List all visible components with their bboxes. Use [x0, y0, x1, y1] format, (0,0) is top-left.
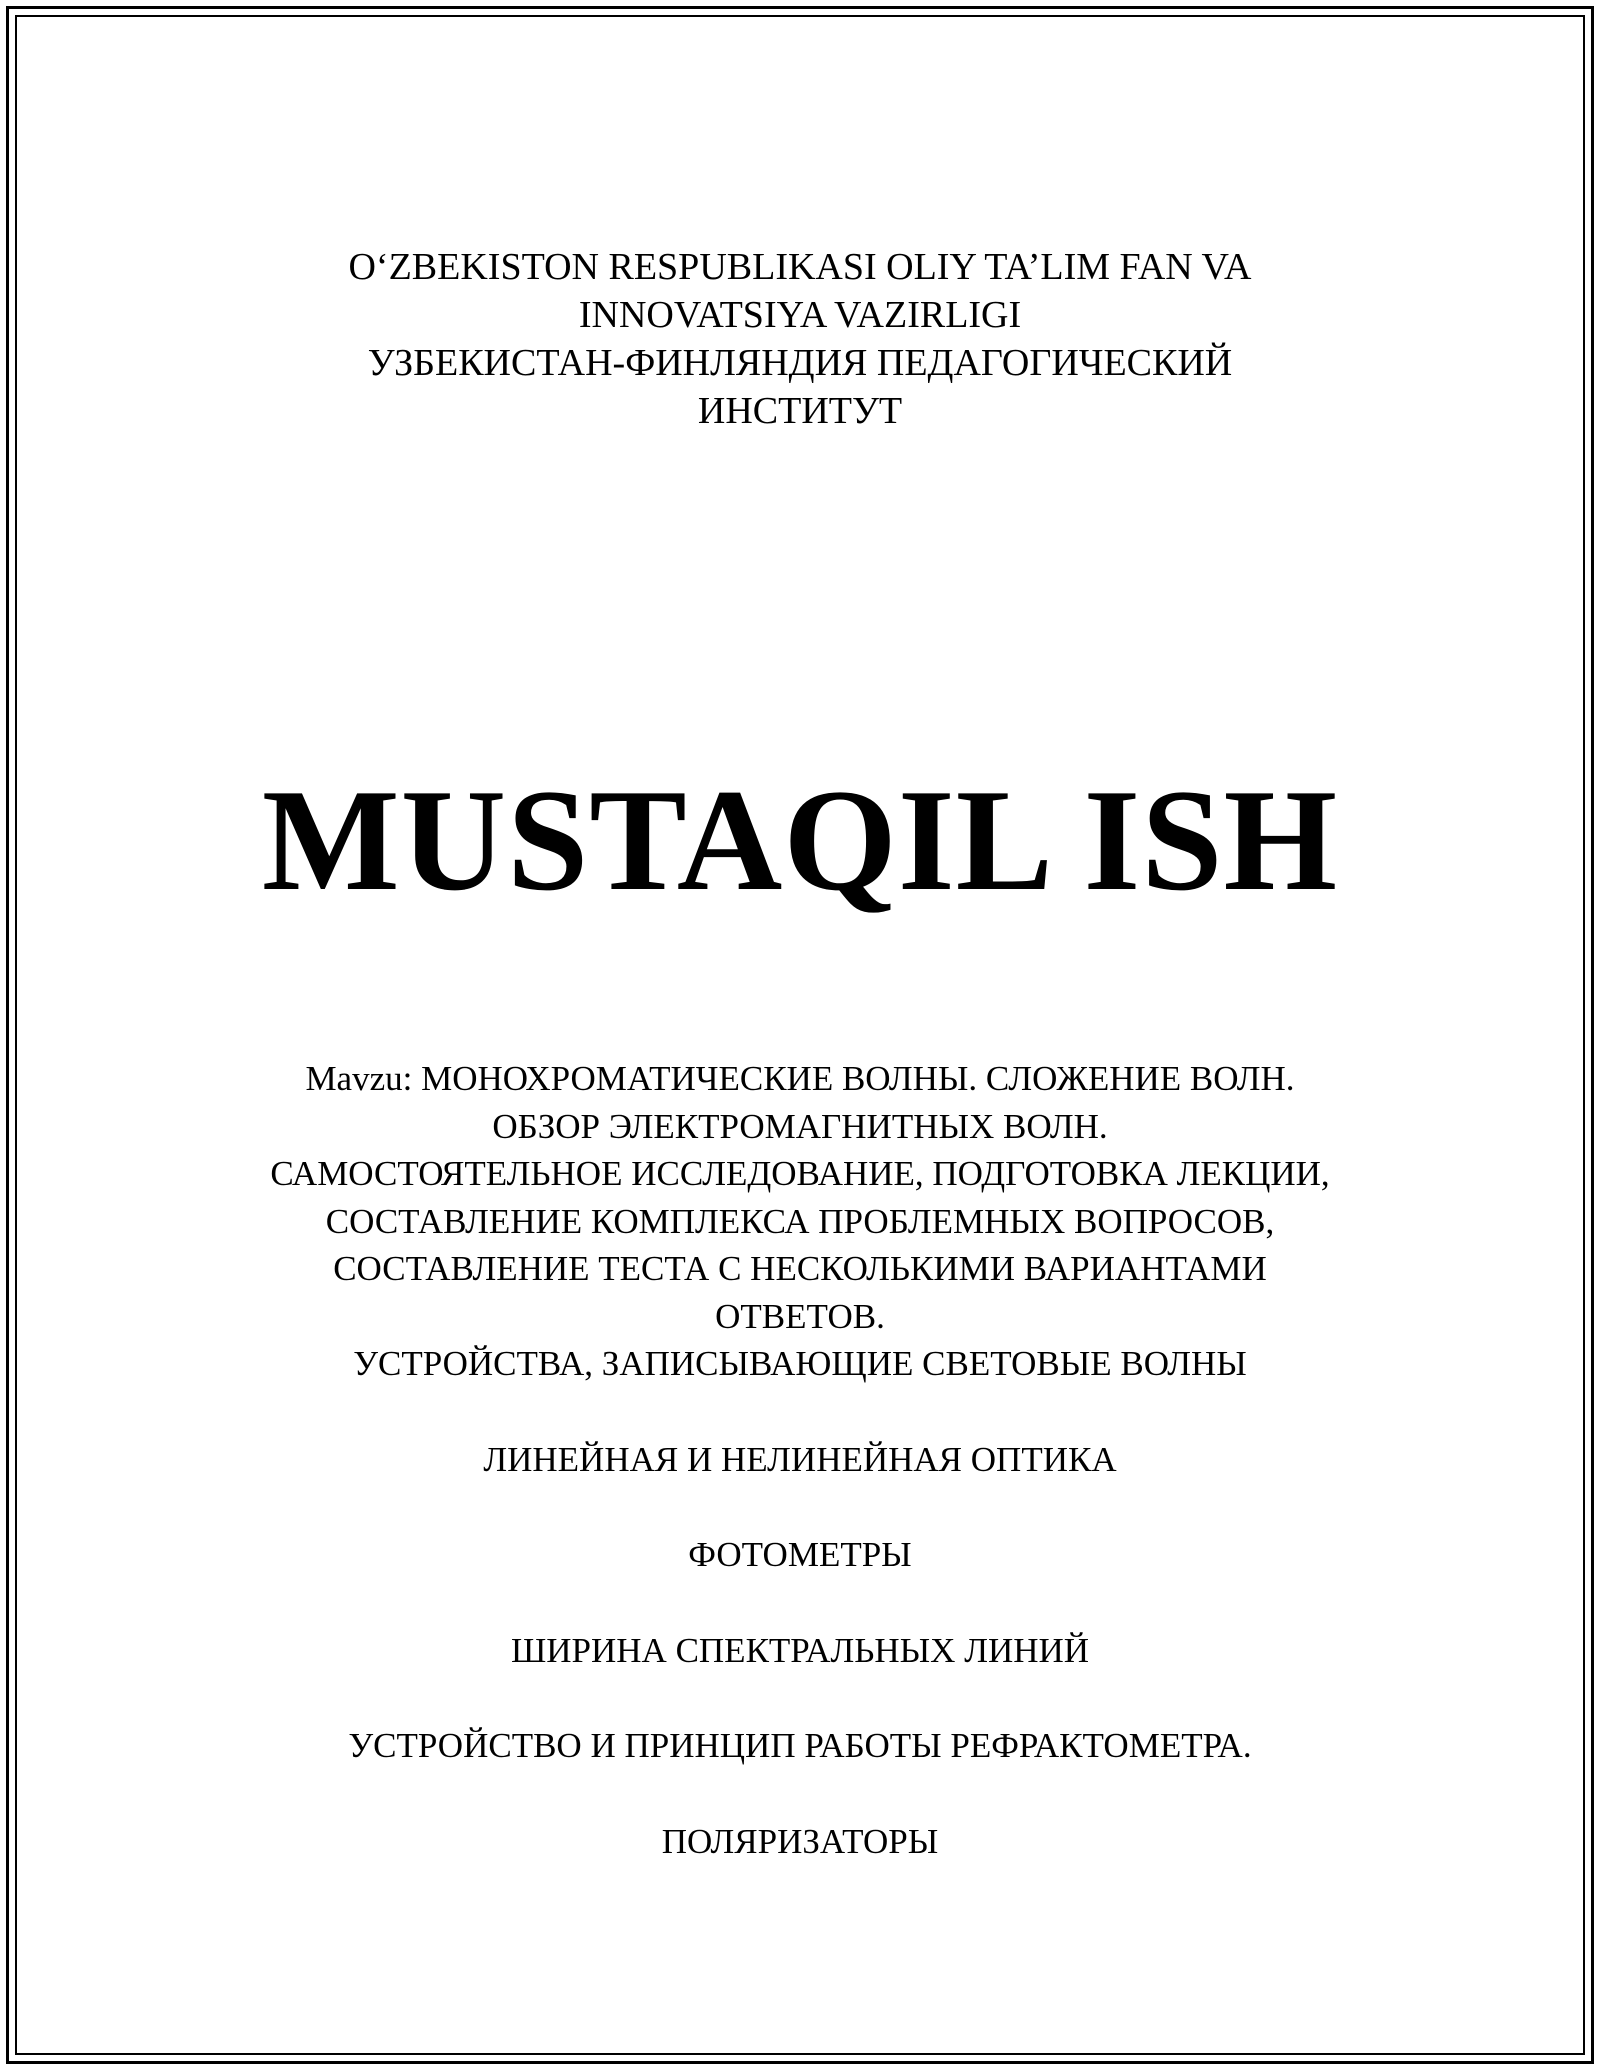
- spacer: [0, 1579, 1600, 1627]
- spacer: [0, 1483, 1600, 1531]
- header-line: INNOVATSIYA VAZIRLIGI: [578, 294, 1022, 336]
- topic-block: [0, 1055, 1600, 1865]
- topic-item: ШИРИНА СПЕКТРАЛЬНЫХ ЛИНИЙ: [510, 1630, 1090, 1670]
- document-title: MUSTAQIL ISH: [261, 759, 1339, 921]
- topic-line: СОСТАВЛЕНИЕ ТЕСТА С НЕСКОЛЬКИМИ ВАРИАНТАМИ: [333, 1249, 1267, 1288]
- spacer: [0, 1674, 1600, 1722]
- spacer: [0, 1388, 1600, 1436]
- topic-item: ПОЛЯРИЗАТОРЫ: [661, 1821, 939, 1861]
- topic-line: Mavzu: МОНОХРОМАТИЧЕСКИЕ ВОЛНЫ. СЛОЖЕНИЕ ВОЛН.: [305, 1059, 1295, 1098]
- topic-item: УСТРОЙСТВО И ПРИНЦИП РАБОТЫ РЕФРАКТОМЕТРА.: [348, 1726, 1252, 1765]
- topic-line: УСТРОЙСТВА, ЗАПИСЫВАЮЩИЕ СВЕТОВЫЕ ВОЛНЫ: [353, 1344, 1247, 1383]
- header-line: УЗБЕКИСТАН-ФИНЛЯНДИЯ ПЕДАГОГИЧЕСКИЙ: [367, 342, 1233, 384]
- topic-line: ОТВЕТОВ.: [715, 1296, 885, 1336]
- topic-line: САМОСТОЯТЕЛЬНОЕ ИССЛЕДОВАНИЕ, ПОДГОТОВКА ЛЕКЦИИ,: [270, 1154, 1330, 1193]
- spacer: [0, 1770, 1600, 1818]
- topic-item: ФОТОМЕТРЫ: [688, 1535, 912, 1574]
- ministry-header: [0, 243, 1600, 435]
- header-line: ИНСТИТУТ: [697, 390, 903, 432]
- header-line: O‘ZBEKISTON RESPUBLIKASI OLIY TA’LIM FAN VA: [348, 246, 1252, 288]
- topic-line: ОБЗОР ЭЛЕКТРОМАГНИТНЫХ ВОЛН.: [492, 1106, 1108, 1146]
- topic-line: СОСТАВЛЕНИЕ КОМПЛЕКСА ПРОБЛЕМНЫХ ВОПРОСОВ,: [325, 1201, 1275, 1241]
- topic-item: ЛИНЕЙНАЯ И НЕЛИНЕЙНАЯ ОПТИКА: [483, 1439, 1117, 1479]
